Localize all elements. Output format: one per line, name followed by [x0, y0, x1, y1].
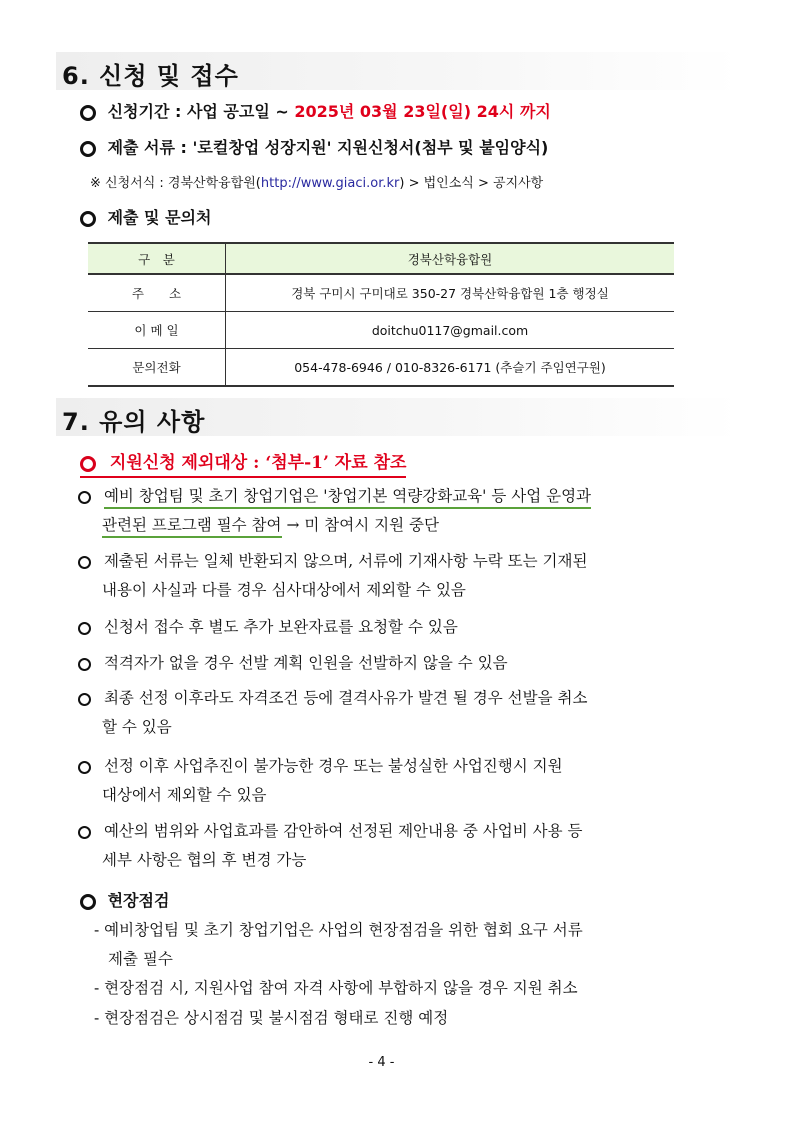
- inspection-line: - 현장점검 시, 지원사업 참여 자격 사항에 부합하지 않을 경우 지원 취소: [94, 979, 578, 997]
- table-cell: 주 소: [88, 274, 226, 312]
- inspection-heading-line: [80, 888, 169, 911]
- bullet-icon: [78, 826, 91, 839]
- inspection-line: - 예비창업팀 및 초기 창업기업은 사업의 현장점검을 위한 협회 요구 서류: [94, 921, 583, 939]
- table-cell: 문의전화: [88, 349, 226, 387]
- docs-text: 제출 서류 : '로컬창업 성장지원' 지원신청서(첨부 및 붙임양식): [107, 138, 549, 157]
- table-row: [88, 312, 674, 349]
- notice-text: 신청서 접수 후 별도 추가 보완자료를 요청할 수 있음: [103, 618, 458, 636]
- table-header-cell: 구 분: [88, 243, 226, 274]
- notice-text: 관련된 프로그램 필수 참여: [102, 516, 282, 538]
- period-label: 신청기간 : 사업 공고일 ~: [107, 102, 289, 121]
- notice-text: → 미 참여시 지원 중단: [286, 516, 439, 534]
- notice-item: [78, 620, 458, 636]
- bullet-icon: [80, 894, 96, 910]
- table-row: [88, 349, 674, 387]
- notice-text: 내용이 사실과 다를 경우 심사대상에서 제외할 수 있음: [102, 581, 466, 599]
- notice-item: [78, 487, 592, 534]
- page-number: - 4 -: [368, 1055, 395, 1070]
- notice-text: 세부 사항은 협의 후 변경 가능: [102, 851, 307, 869]
- period-line: [80, 99, 551, 122]
- exclusion-line: [80, 448, 406, 478]
- notice-text: 적격자가 없을 경우 선발 계획 인원을 선발하지 않을 수 있음: [103, 654, 508, 672]
- form-note: [90, 172, 543, 191]
- bullet-icon: [80, 141, 96, 157]
- notice-text: 할 수 있음: [102, 718, 172, 736]
- notice-item: [78, 689, 588, 736]
- bullet-icon: [80, 211, 96, 227]
- notice-text: 대상에서 제외할 수 있음: [102, 786, 267, 804]
- section-6-title: 6. 신청 및 접수: [62, 62, 239, 90]
- bullet-icon: [80, 456, 96, 472]
- form-note-suffix: ) > 법인소식 > 공지사항: [399, 176, 544, 191]
- notice-text: 예비 창업팀 및 초기 창업기업은 '창업기본 역량강화교육' 등 사업 운영과: [104, 487, 591, 509]
- table-header-cell: 경북산학융합원: [226, 243, 675, 274]
- notice-item: [78, 757, 563, 804]
- section-7-title: 7. 유의 사항: [62, 408, 206, 436]
- period-value: 2025년 03월 23일(일) 24시 까지: [294, 102, 551, 121]
- notice-text: 예산의 범위와 사업효과를 감안하여 선정된 제안내용 중 사업비 사용 등: [103, 822, 583, 840]
- contact-table: [88, 242, 674, 387]
- notice-item: [78, 656, 508, 672]
- notice-text: 최종 선정 이후라도 자격조건 등에 결격사유가 발견 될 경우 선발을 취소: [103, 689, 588, 707]
- inspection-heading: 현장점검: [107, 891, 170, 910]
- bullet-icon: [78, 658, 91, 671]
- bullet-icon: [78, 622, 91, 635]
- contact-heading-line: [80, 205, 211, 228]
- docs-line: [80, 135, 548, 158]
- table-cell: doitchu0117@gmail.com: [226, 312, 675, 349]
- bullet-icon: [80, 105, 96, 121]
- exclusion-text: 지원신청 제외대상 : ‘첨부-1’ 자료 참조: [109, 453, 407, 473]
- bullet-icon: [78, 693, 91, 706]
- notice-text: 선정 이후 사업추진이 불가능한 경우 또는 불성실한 사업진행시 지원: [103, 757, 563, 775]
- table-row: [88, 274, 674, 312]
- notice-item: [78, 552, 588, 599]
- table-header-row: [88, 243, 674, 274]
- table-cell: 이 메 일: [88, 312, 226, 349]
- form-note-link[interactable]: http://www.giaci.or.kr: [260, 176, 400, 191]
- bullet-icon: [78, 761, 91, 774]
- table-cell: 경북 구미시 구미대로 350-27 경북산학융합원 1층 행정실: [226, 274, 675, 312]
- contact-heading: 제출 및 문의처: [107, 208, 212, 227]
- bullet-icon: [78, 491, 91, 504]
- notice-item: [78, 822, 583, 869]
- inspection-line: 제출 필수: [108, 950, 173, 968]
- notice-text: 제출된 서류는 일체 반환되지 않으며, 서류에 기재사항 누락 또는 기재된: [103, 552, 588, 570]
- bullet-icon: [78, 556, 91, 569]
- form-note-prefix: ※ 신청서식 : 경북산학융합원(: [90, 176, 261, 191]
- inspection-line: - 현장점검은 상시점검 및 불시점검 형태로 진행 예정: [94, 1009, 449, 1027]
- table-cell: 054-478-6946 / 010-8326-6171 (추슬기 주임연구원): [226, 349, 675, 387]
